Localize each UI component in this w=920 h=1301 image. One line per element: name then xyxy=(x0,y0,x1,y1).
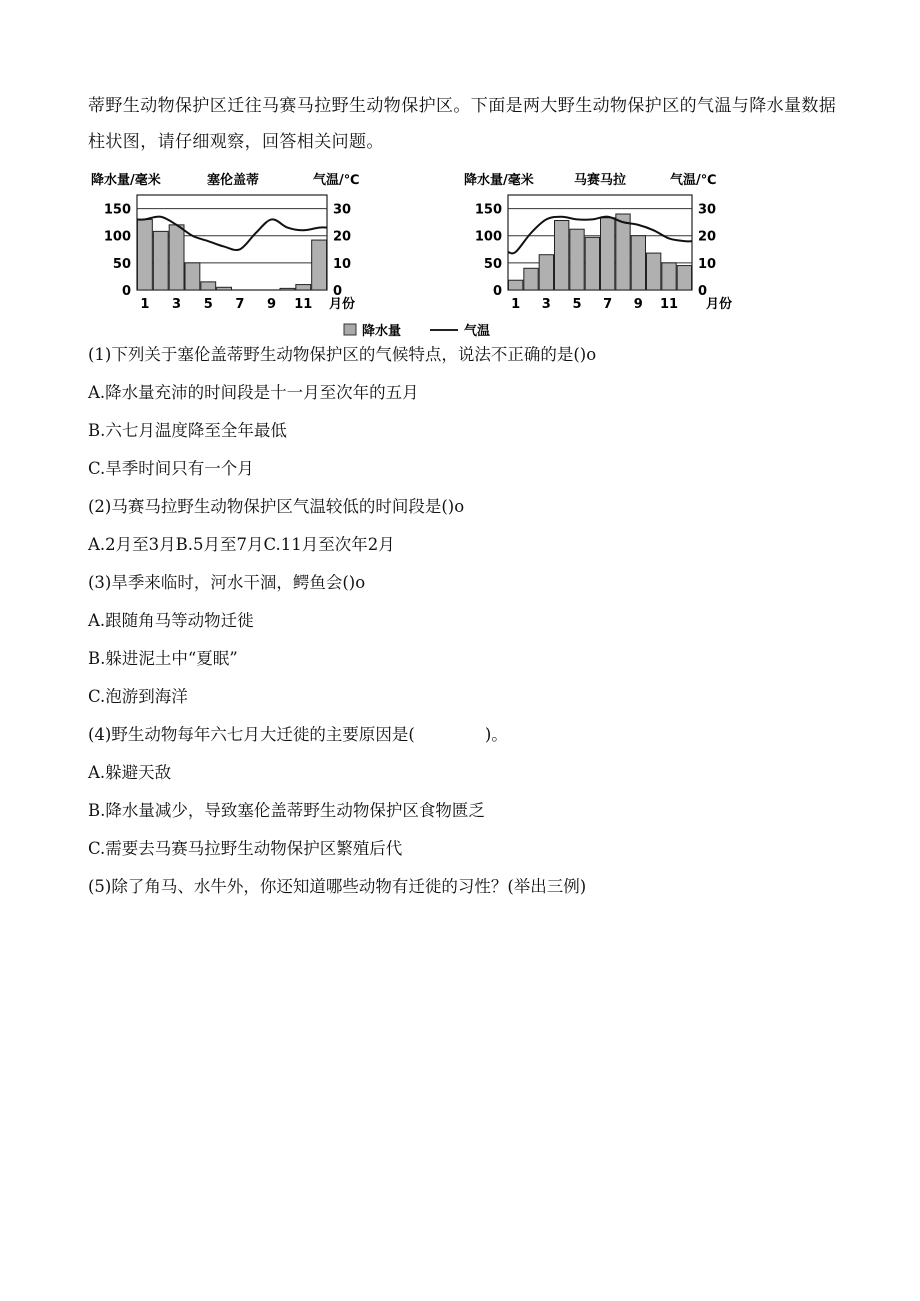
x-tick-label: 7 xyxy=(603,297,613,312)
x-tick-label: 7 xyxy=(235,297,245,312)
bar xyxy=(280,288,295,290)
bar xyxy=(631,236,645,290)
bar xyxy=(312,240,327,290)
x-tick-label: 9 xyxy=(267,297,277,312)
y-tick-left-label: 150 xyxy=(474,202,502,218)
chart-right-axis-label: 气温/℃ xyxy=(670,173,717,188)
x-tick-label: 5 xyxy=(203,297,213,312)
chart-masai-mara-svg xyxy=(458,166,738,316)
bar xyxy=(585,237,599,290)
bar xyxy=(539,255,553,290)
temperature-line xyxy=(508,217,692,254)
y-tick-right-label: 30 xyxy=(333,202,352,218)
q4-option-c: C.需要去马赛马拉野生动物保护区繁殖后代 xyxy=(88,839,403,858)
y-tick-left-label: 150 xyxy=(103,202,131,218)
y-tick-right-label: 0 xyxy=(698,284,708,299)
q3-stem: (3)旱季来临时，河水干涸，鳄鱼会()o xyxy=(88,573,366,592)
bar xyxy=(138,219,153,290)
q4-option-b: B.降水量减少，导致塞伦盖蒂野生动物保护区食物匮乏 xyxy=(88,801,485,820)
legend-bar-swatch xyxy=(344,324,356,335)
q4-stem-end: )。 xyxy=(484,725,508,744)
q5-stem: (5)除了角马、水牛外，你还知道哪些动物有迁徙的习性？(举出三例) xyxy=(88,877,587,896)
y-tick-right-label: 20 xyxy=(333,229,352,245)
bar xyxy=(524,268,538,290)
y-tick-right-label: 20 xyxy=(698,229,717,245)
bar xyxy=(570,229,584,290)
q1-option-a: A.降水量充沛的时间段是十一月至次年的五月 xyxy=(88,383,419,402)
chart-title: 马赛马拉 xyxy=(574,173,627,188)
chart-masai-mara xyxy=(458,166,738,320)
q3-option-b: B.躲进泥土中“夏眠” xyxy=(88,649,238,668)
q4-stem-start: (4)野生动物每年六七月大迁徙的主要原因是( xyxy=(88,725,415,744)
q2-stem: (2)马赛马拉野生动物保护区气温较低的时间段是()o xyxy=(88,497,465,516)
y-tick-right-label: 10 xyxy=(333,256,352,272)
q4-option-a: A.躲避天敌 xyxy=(88,763,172,782)
y-tick-left-label: 100 xyxy=(103,229,131,245)
y-tick-left-label: 50 xyxy=(112,256,131,272)
chart-left-axis-label: 降水量/毫米 xyxy=(91,173,161,188)
q1-option-b: B.六七月温度降至全年最低 xyxy=(88,421,287,440)
chart-xlabel: 月份 xyxy=(706,297,733,312)
y-tick-left-label: 100 xyxy=(474,229,502,245)
bar xyxy=(555,221,569,290)
bar xyxy=(185,263,200,290)
x-tick-label: 1 xyxy=(140,297,150,312)
q1-stem: (1)下列关于塞伦盖蒂野生动物保护区的气候特点，说法不正确的是()o xyxy=(88,345,597,364)
y-tick-right-label: 30 xyxy=(698,202,717,218)
x-tick-label: 5 xyxy=(572,297,582,312)
x-tick-label: 11 xyxy=(659,297,679,312)
bar xyxy=(509,280,523,290)
y-tick-left-label: 50 xyxy=(483,256,502,272)
bar xyxy=(217,287,232,290)
bar xyxy=(169,225,184,290)
x-tick-label: 11 xyxy=(294,297,313,312)
legend-line-label: 气温 xyxy=(464,324,491,339)
chart-title: 塞伦盖蒂 xyxy=(207,173,260,188)
bar xyxy=(616,214,630,290)
q4-stem xyxy=(88,721,508,745)
chart-xlabel: 月份 xyxy=(329,297,356,312)
bar xyxy=(647,253,661,290)
bar xyxy=(601,218,615,290)
x-tick-label: 3 xyxy=(541,297,551,312)
x-tick-label: 1 xyxy=(511,297,521,312)
bar xyxy=(153,231,168,290)
y-tick-left-label: 0 xyxy=(121,284,131,299)
bar xyxy=(201,282,216,290)
y-tick-right-label: 10 xyxy=(698,256,717,272)
bar xyxy=(296,285,311,290)
intro-paragraph: 蒂野生动物保护区迁往马赛马拉野生动物保护区。下面是两大野生动物保护区的气温与降水量数据柱状图，请仔细观察，回答相关问题。 xyxy=(88,96,837,152)
chart-right-axis-label: 气温/℃ xyxy=(313,173,360,188)
bar xyxy=(677,266,691,290)
chart-serengeti-svg xyxy=(85,166,365,316)
chart-serengeti xyxy=(85,166,365,320)
q1-option-c: C.旱季时间只有一个月 xyxy=(88,459,254,478)
q2-options: A.2月至3月B.5月至7月C.11月至次年2月 xyxy=(88,535,395,554)
q3-option-c: C.泡游到海洋 xyxy=(88,687,188,706)
x-tick-label: 3 xyxy=(172,297,182,312)
y-tick-left-label: 0 xyxy=(492,284,502,299)
y-tick-right-label: 0 xyxy=(333,284,343,299)
bar xyxy=(662,263,676,290)
x-tick-label: 9 xyxy=(633,297,643,312)
chart-left-axis-label: 降水量/毫米 xyxy=(464,173,534,188)
legend-bar-label: 降水量 xyxy=(362,324,402,339)
q3-option-a: A.跟随角马等动物迁徙 xyxy=(88,611,254,630)
